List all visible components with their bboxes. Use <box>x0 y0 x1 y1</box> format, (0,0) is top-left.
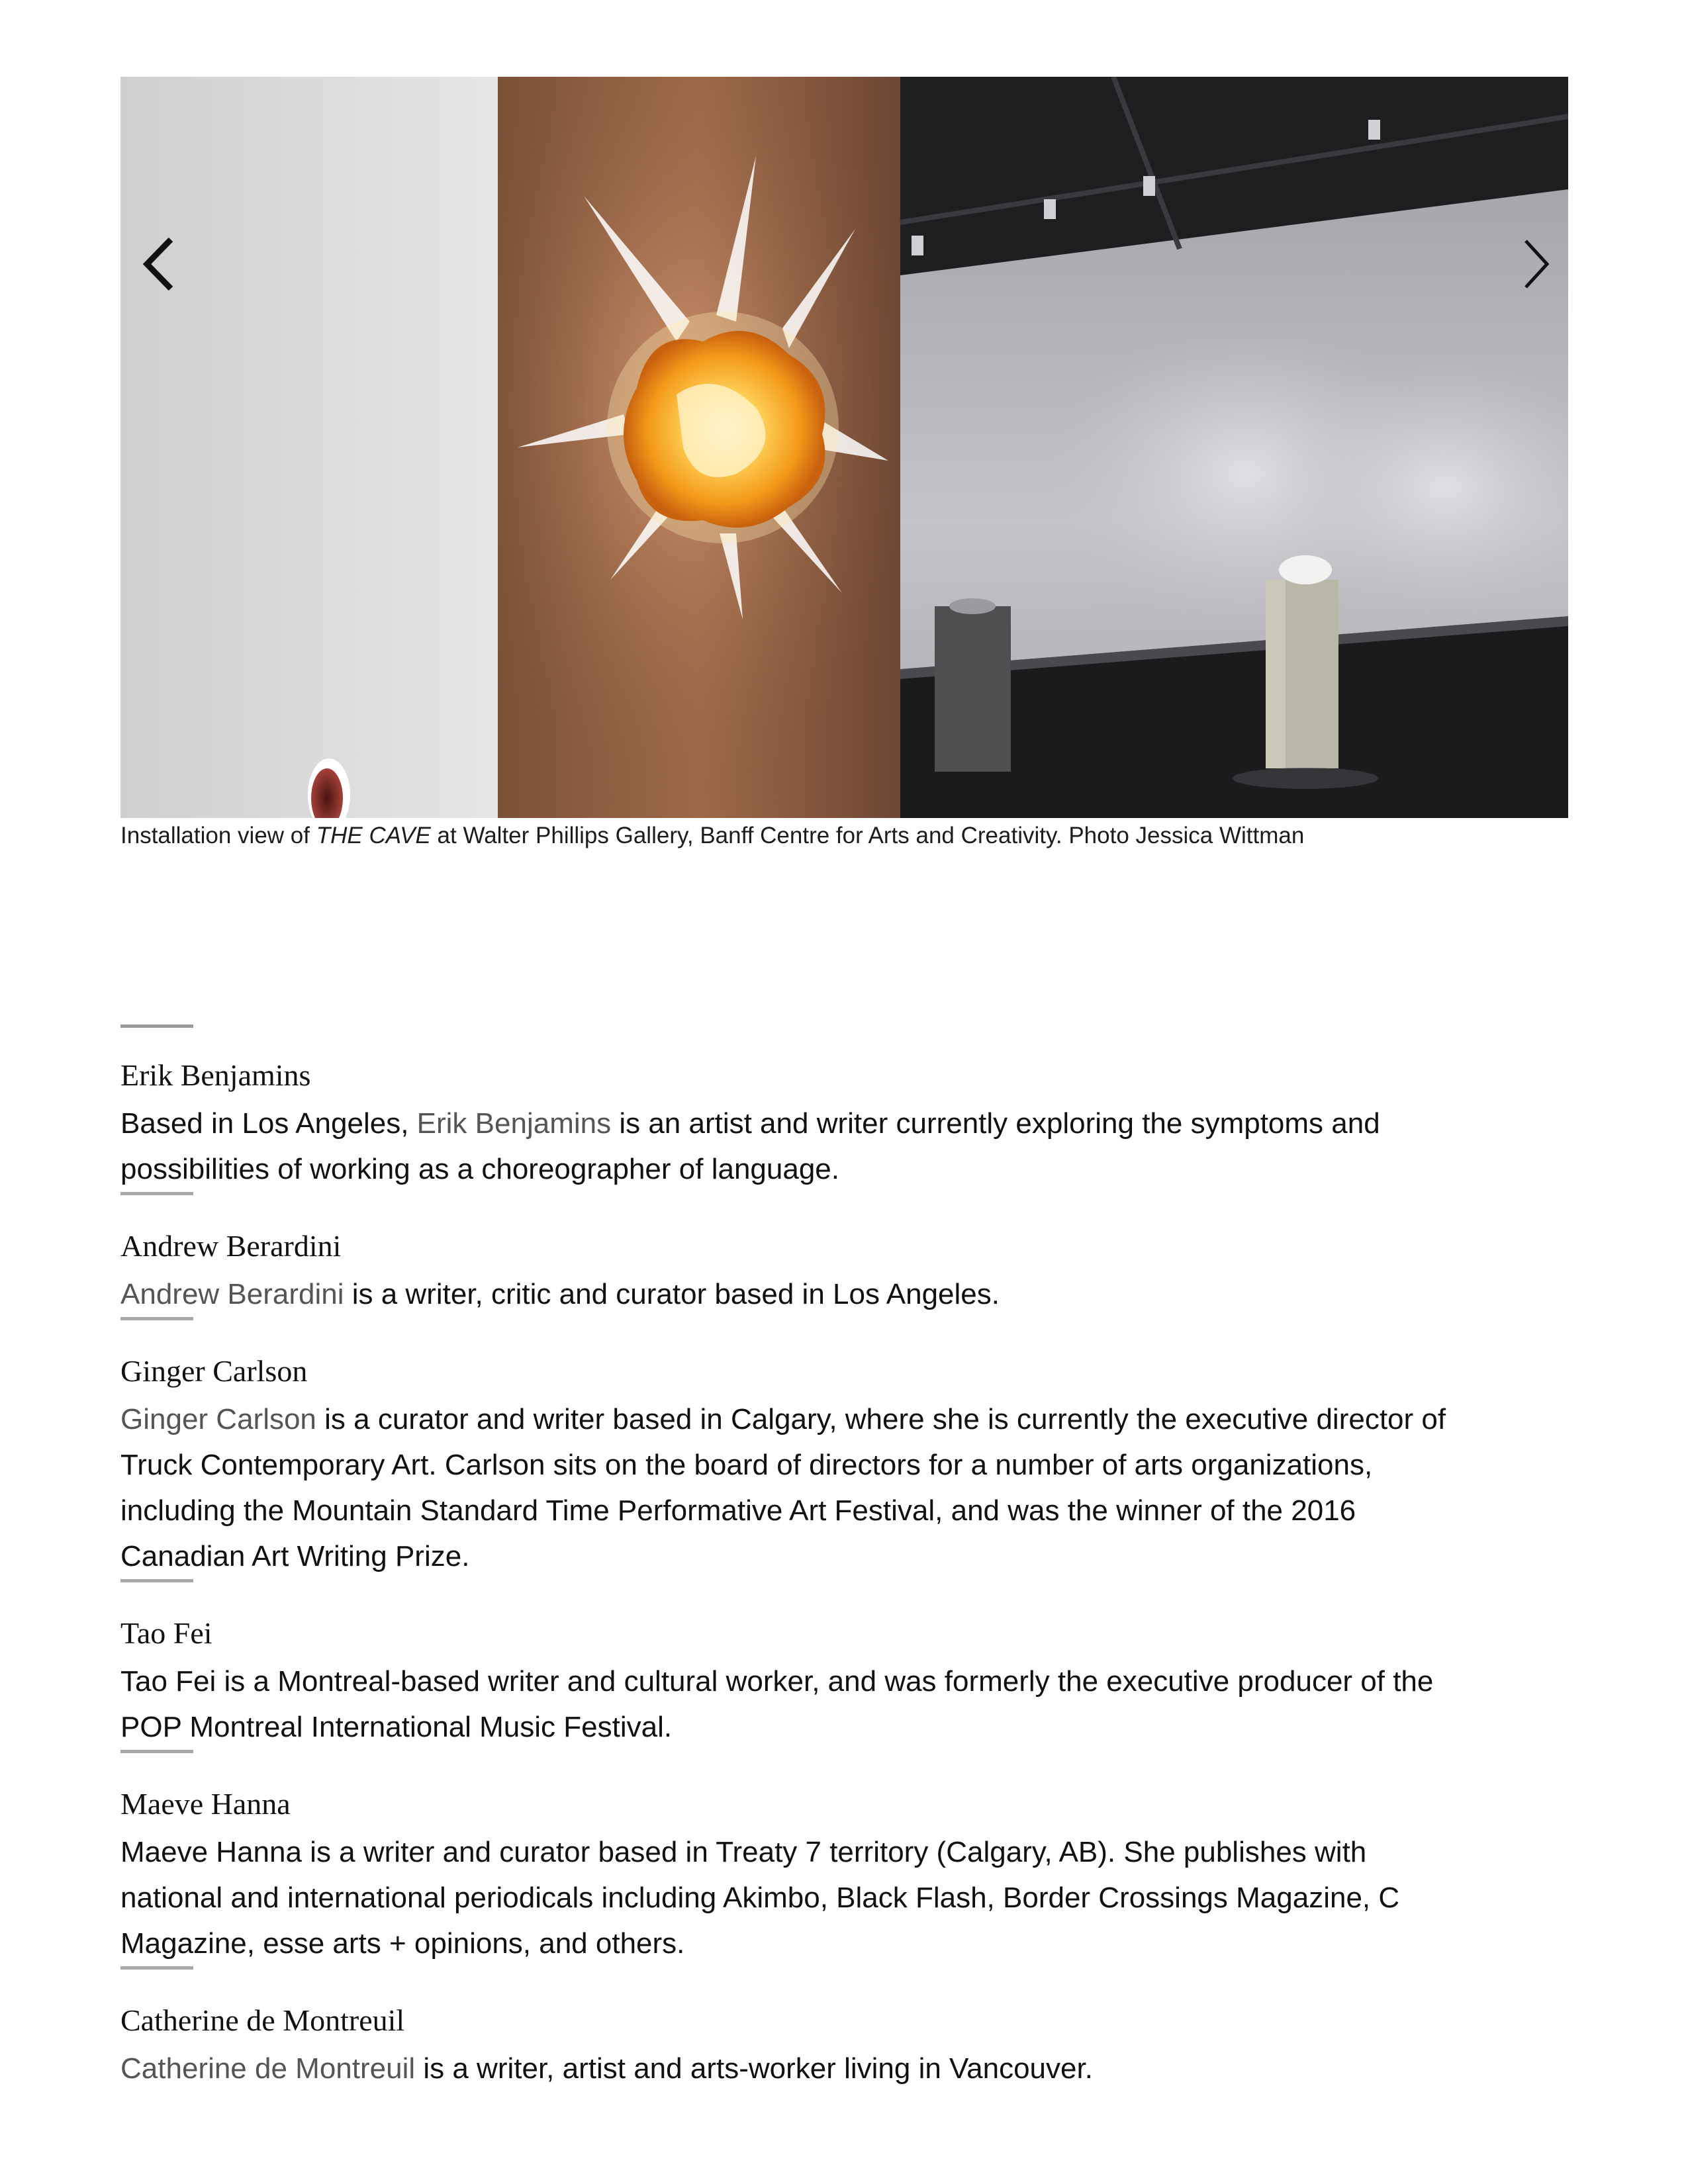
contributor-bio <box>120 1350 1471 1582</box>
contributor-name: Ginger Carlson <box>120 1354 308 1388</box>
bio-divider <box>120 1750 193 1753</box>
contributor-name: Erik Benjamins <box>120 1058 311 1092</box>
bio-divider <box>120 1966 193 1970</box>
contributor-description <box>120 1659 1471 1750</box>
bio-text-segment: is a writer, artist and arts-worker living in Vancouver. <box>415 2052 1093 2085</box>
contributor-bio <box>120 1054 1471 1195</box>
caption-suffix: at Walter Phillips Gallery, Banff Centre for Arts and Creativity. Photo Jessica Wittman <box>430 823 1305 848</box>
contributor-link[interactable]: Catherine de Montreuil <box>120 2052 416 2085</box>
bio-divider <box>120 1317 193 1320</box>
installation-photo <box>120 77 1568 818</box>
contributor-name: Andrew Berardini <box>120 1229 342 1263</box>
bio-divider <box>120 1192 193 1195</box>
contributor-description <box>120 1271 1471 1317</box>
contributor-bio <box>120 1783 1471 1970</box>
contributor-description <box>120 1829 1471 1966</box>
contributor-description <box>120 1396 1471 1579</box>
image-slideshow <box>120 77 1568 818</box>
contributor-link[interactable]: Erik Benjamins <box>416 1107 612 1140</box>
chevron-right-icon <box>1517 234 1556 294</box>
contributor-bio <box>120 1999 1471 2091</box>
bio-text-segment: is an artist and writer currently exploring the symptoms and possibilities of working as a choreographer of language. <box>120 1107 1380 1185</box>
section-divider <box>120 1024 193 1028</box>
bio-text-segment: Tao Fei is a Montreal-based writer and cultural worker, and was formerly the executive producer of the POP Montreal International Music Festival. <box>120 1665 1434 1743</box>
contributor-name: Maeve Hanna <box>120 1787 291 1821</box>
contributor-name: Catherine de Montreuil <box>120 2003 405 2037</box>
contributor-name: Tao Fei <box>120 1616 212 1650</box>
image-caption <box>120 819 1577 852</box>
contributor-description <box>120 1101 1471 1192</box>
contributors-section <box>120 1024 1471 2091</box>
caption-title: THE CAVE <box>316 823 431 848</box>
caption-prefix: Installation view of <box>120 823 316 848</box>
previous-slide-button[interactable] <box>132 228 185 300</box>
bio-text-segment: Maeve Hanna is a writer and curator based in Treaty 7 territory (Calgary, AB). She publishes with national and international periodicals including Akimbo, Black Flash, Border Crossings Magazine, C Magazine, esse arts + opinions, and others. <box>120 1836 1400 1960</box>
bio-text-segment: Based in Los Angeles, <box>120 1107 417 1140</box>
contributor-link[interactable]: Ginger Carlson <box>120 1403 316 1435</box>
bio-divider <box>120 1579 193 1582</box>
contributor-description <box>120 2046 1471 2091</box>
bio-text-segment: is a curator and writer based in Calgary, where she is currently the executive director of Truck Contemporary Art. Carlson sits on the board of directors for a number of arts organizations, including the Mountain Standard Time Performative Art Festival, and was the winner of the 2016 Canadian Art Writing Prize. <box>120 1403 1446 1572</box>
contributor-link[interactable]: Andrew Berardini <box>120 1278 344 1310</box>
contributor-bio <box>120 1225 1471 1320</box>
next-slide-button[interactable] <box>1510 228 1563 300</box>
chevron-left-icon <box>139 234 179 294</box>
bio-text-segment: is a writer, critic and curator based in Los Angeles. <box>344 1278 1000 1310</box>
contributor-bio <box>120 1612 1471 1753</box>
